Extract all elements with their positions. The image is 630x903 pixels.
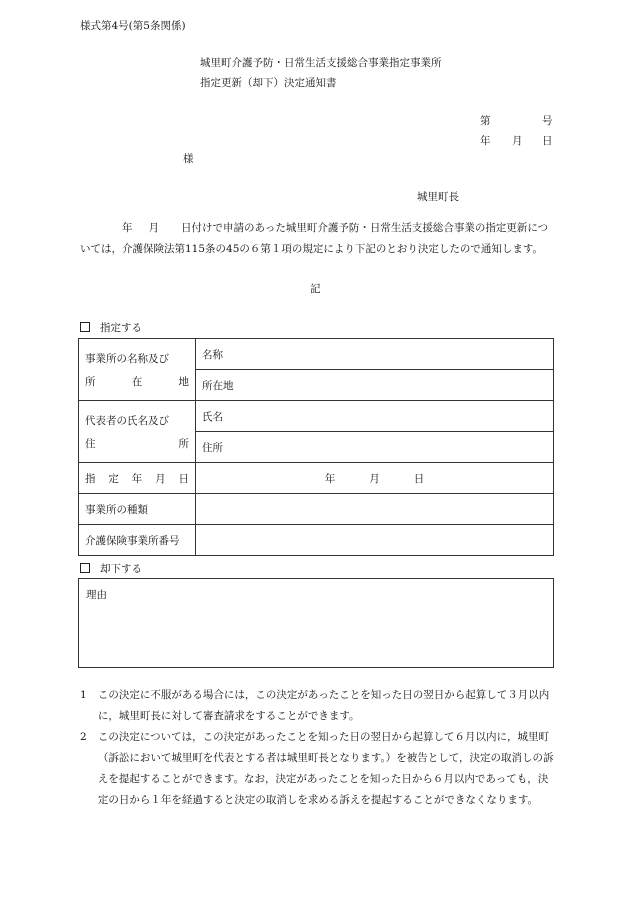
rep-name-cell[interactable] xyxy=(196,401,554,432)
checkbox-designate[interactable] xyxy=(80,322,90,332)
reason-box[interactable] xyxy=(78,578,554,668)
note-2-text: この決定については，この決定があったことを知った日の翌日から起算して６月以内に，城里町（訴訟において城里町を代表とする者は城里町長となります。）を被告として，決定の取消しの訴えを提起することができます。なお，決定があったことを知った日から６月以内であっても，決定の日から１年を経過すると決定の取消しを求める訴えを提起することができなくなります。 xyxy=(97,731,554,806)
designation-table xyxy=(78,338,554,556)
date-month: 月 xyxy=(512,135,523,147)
date-day: 日 xyxy=(542,135,553,147)
note-1-text: この決定に不服がある場合には，この決定があったことを知った日の翌日から起算して３月以内に，城里町長に対して審査請求をすることができます。 xyxy=(97,689,550,722)
rep-label-line1: 代表者の氏名及び xyxy=(85,414,169,427)
office-label-cell xyxy=(79,339,196,401)
checkbox-reject[interactable] xyxy=(80,563,90,573)
note-1 xyxy=(80,685,554,727)
insurance-number-label: 介護保険事業所番号 xyxy=(79,525,196,556)
office-name-label: 名称 xyxy=(202,348,223,361)
addressee-suffix: 様 xyxy=(183,153,194,165)
option-reject-label: 却下する xyxy=(100,563,142,575)
rep-label-cell xyxy=(79,401,196,463)
note-1-number: 1 xyxy=(80,689,87,701)
office-address-cell[interactable] xyxy=(196,370,554,401)
issuer: 城里町長 xyxy=(417,191,459,203)
designation-date-value[interactable]: 年 月 日 xyxy=(196,463,554,494)
note-2-number: 2 xyxy=(80,731,87,743)
office-label-line2: 所 在 地 xyxy=(85,375,189,388)
document-title-line2: 指定更新（却下）決定通知書 xyxy=(200,77,337,89)
rep-name-label: 氏名 xyxy=(202,410,223,423)
ki-heading: 記 xyxy=(310,283,321,295)
rep-address-cell[interactable] xyxy=(196,432,554,463)
office-type-label: 事業所の種類 xyxy=(79,494,196,525)
option-designate[interactable] xyxy=(80,322,142,334)
body-paragraph xyxy=(80,218,554,260)
doc-number-suffix: 号 xyxy=(542,115,553,127)
reason-label: 理由 xyxy=(86,589,107,601)
office-type-value[interactable] xyxy=(196,494,554,525)
document-title-line1: 城里町介護予防・日常生活支援総合事業指定事業所 xyxy=(200,57,442,69)
rep-address-label: 住所 xyxy=(202,441,223,454)
doc-number-prefix: 第 xyxy=(480,115,491,127)
office-label-line1: 事業所の名称及び xyxy=(85,352,169,365)
body-date-year: 年 xyxy=(122,222,133,234)
rep-label-line2: 住 所 xyxy=(85,437,189,450)
office-name-cell[interactable] xyxy=(196,339,554,370)
body-date-month: 月 xyxy=(148,222,159,234)
option-reject[interactable] xyxy=(80,563,142,575)
office-address-label: 所在地 xyxy=(202,379,234,392)
option-designate-label: 指定する xyxy=(100,322,142,334)
note-2 xyxy=(80,727,554,811)
form-number: 様式第4号(第5条関係) xyxy=(80,20,186,32)
insurance-number-value[interactable] xyxy=(196,525,554,556)
body-text: 日付けで申請のあった城里町介護予防・日常生活支援総合事業の指定更新については，介護保険法第115条の45の６第１項の規定により下記のとおり決定したので通知します。 xyxy=(80,222,549,255)
designation-date-label: 指 定 年 月 日 xyxy=(79,463,196,494)
date-year: 年 xyxy=(480,135,491,147)
